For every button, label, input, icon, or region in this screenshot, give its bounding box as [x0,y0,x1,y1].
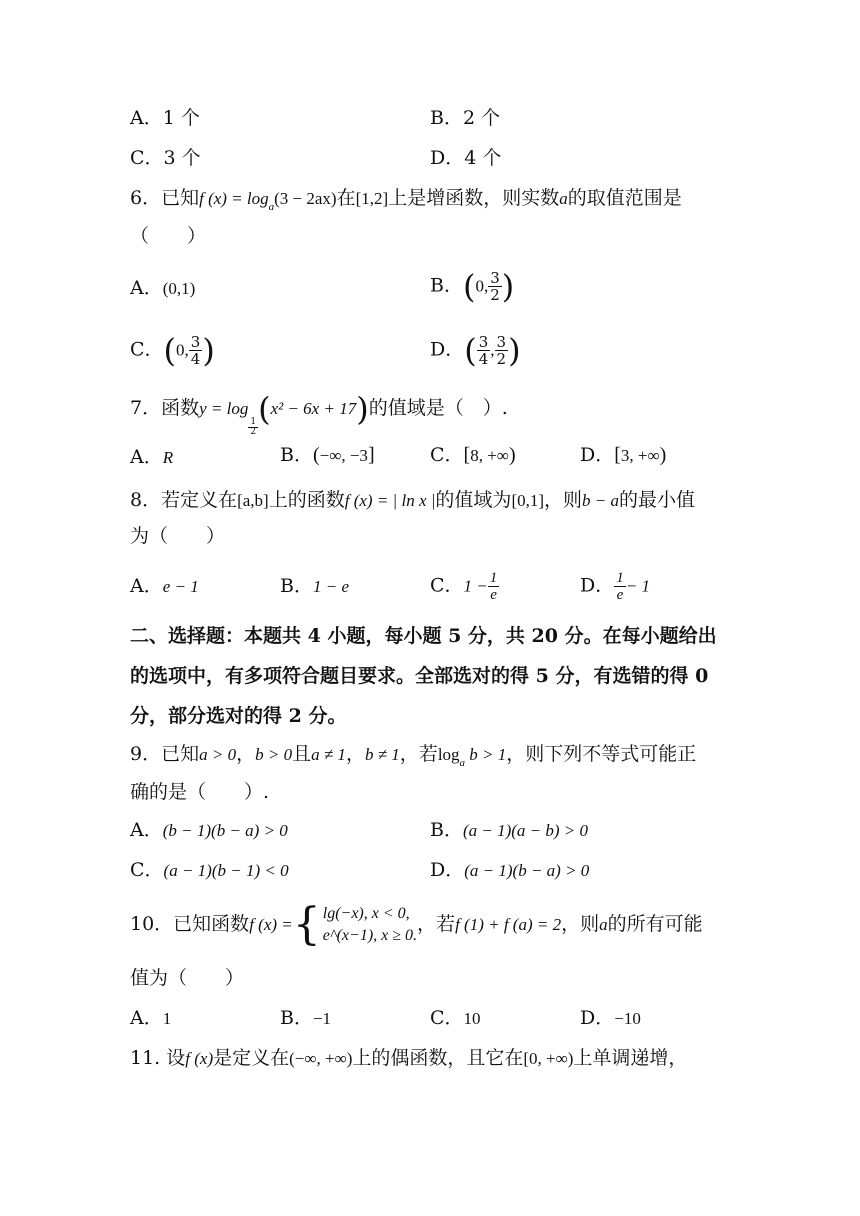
q8-line2: 为（ ） [130,525,226,547]
q7-option-d: D．[3, +∞) [580,444,667,466]
q10-option-a: A．1 [130,1007,172,1029]
q6-stem: 6．已知f $(x) = \log_a(3 - 2ax)$在[1,2]上是增函数，则实数a的取值范围是 [130,187,682,213]
q10-case2: e^(x−1), x ≥ 0. [322,927,418,944]
q11-stem: 11. 设f (x)是定义在(−∞, +∞)上的偶函数，且它在[0, +∞)上单调递增， [130,1047,688,1069]
q8-option-b: B．1 − e [280,575,349,597]
q6-option-b: B．(0, $\frac{3}{2}$ ) [430,267,515,306]
q9-option-d: D．(a − 1)(b − a) > 0 [430,859,590,881]
q7-option-c: C．[8, +∞) [430,444,516,466]
q6-option-a: A．(0,1) [130,277,196,299]
q7-option-b: B．(−∞, −3] [280,444,375,466]
q9-option-c: C．(a − 1)(b − 1) < 0 [130,859,289,881]
q10-option-d: D．−10 [580,1007,641,1029]
q9-option-a: A．(b − 1)(b − a) > 0 [130,819,288,841]
q5-option-c: C．3 个 [130,147,201,169]
section2-line2: 的选项中，有多项符合题目要求。全部选对的得 5 分，有选错的得 0 [130,665,709,687]
q10-option-c: C．10 [430,1007,481,1029]
q9-line2: 确的是（ ）. [130,781,270,803]
q5-option-a: A．1 个 [130,107,200,129]
q8-option-a: A．e − 1 [130,575,199,597]
q10-option-b: B．−1 [280,1007,332,1029]
q10-case1: lg(−x), x < 0, [322,905,410,922]
q6-option-d: D．( $\frac{3}{4}$ , $\frac{3}{2}$ ) [430,331,521,370]
q5-option-d: D．4 个 [430,147,502,169]
q6-option-c: C．(0, $\frac{3}{4}$ ) [130,331,215,370]
section2-line1: 二、选择题：本题共 4 小题，每小题 5 分，共 20 分。在每小题给出 [130,625,717,647]
q8-stem: 8．若定义在[a,b]上的函数f (x) = | ln x |的值域为[0,1]，则b − a的最小值 [130,489,696,511]
q8-option-d: D． $\frac{1}{e}$ − 1 [580,570,650,603]
q9-option-b: B．(a − 1)(a − b) > 0 [430,819,589,841]
q7-stem: 7．函数y = log $\frac{1}{2}$ (x² − 6x + 17)的值域是（ ）. [130,390,508,437]
q10-line2: 值为（ ） [130,967,245,989]
q9-stem: 9．已知a > 0，b > 0且a ≠ 1，b ≠ 1，若$\log_a b > 1$，则下列不等式可能正 [130,743,697,769]
q8-option-c: C．1 − $\frac{1}{e}$ [430,570,498,603]
q5-option-b: B．2 个 [430,107,501,129]
q6-func: f (x) = log [199,189,269,208]
q6-paren: （ ） [130,225,207,247]
q10-stem: 10．已知函数f (x) = { lg(−x), x < 0, e^(x−1), x ≥ 0. ，若f (1) + f (a) = 2，则a的所有可能 [130,899,703,950]
section2-line3: 分，部分选对的得 2 分。 [130,705,347,727]
q7-option-a: A．R [130,446,174,468]
